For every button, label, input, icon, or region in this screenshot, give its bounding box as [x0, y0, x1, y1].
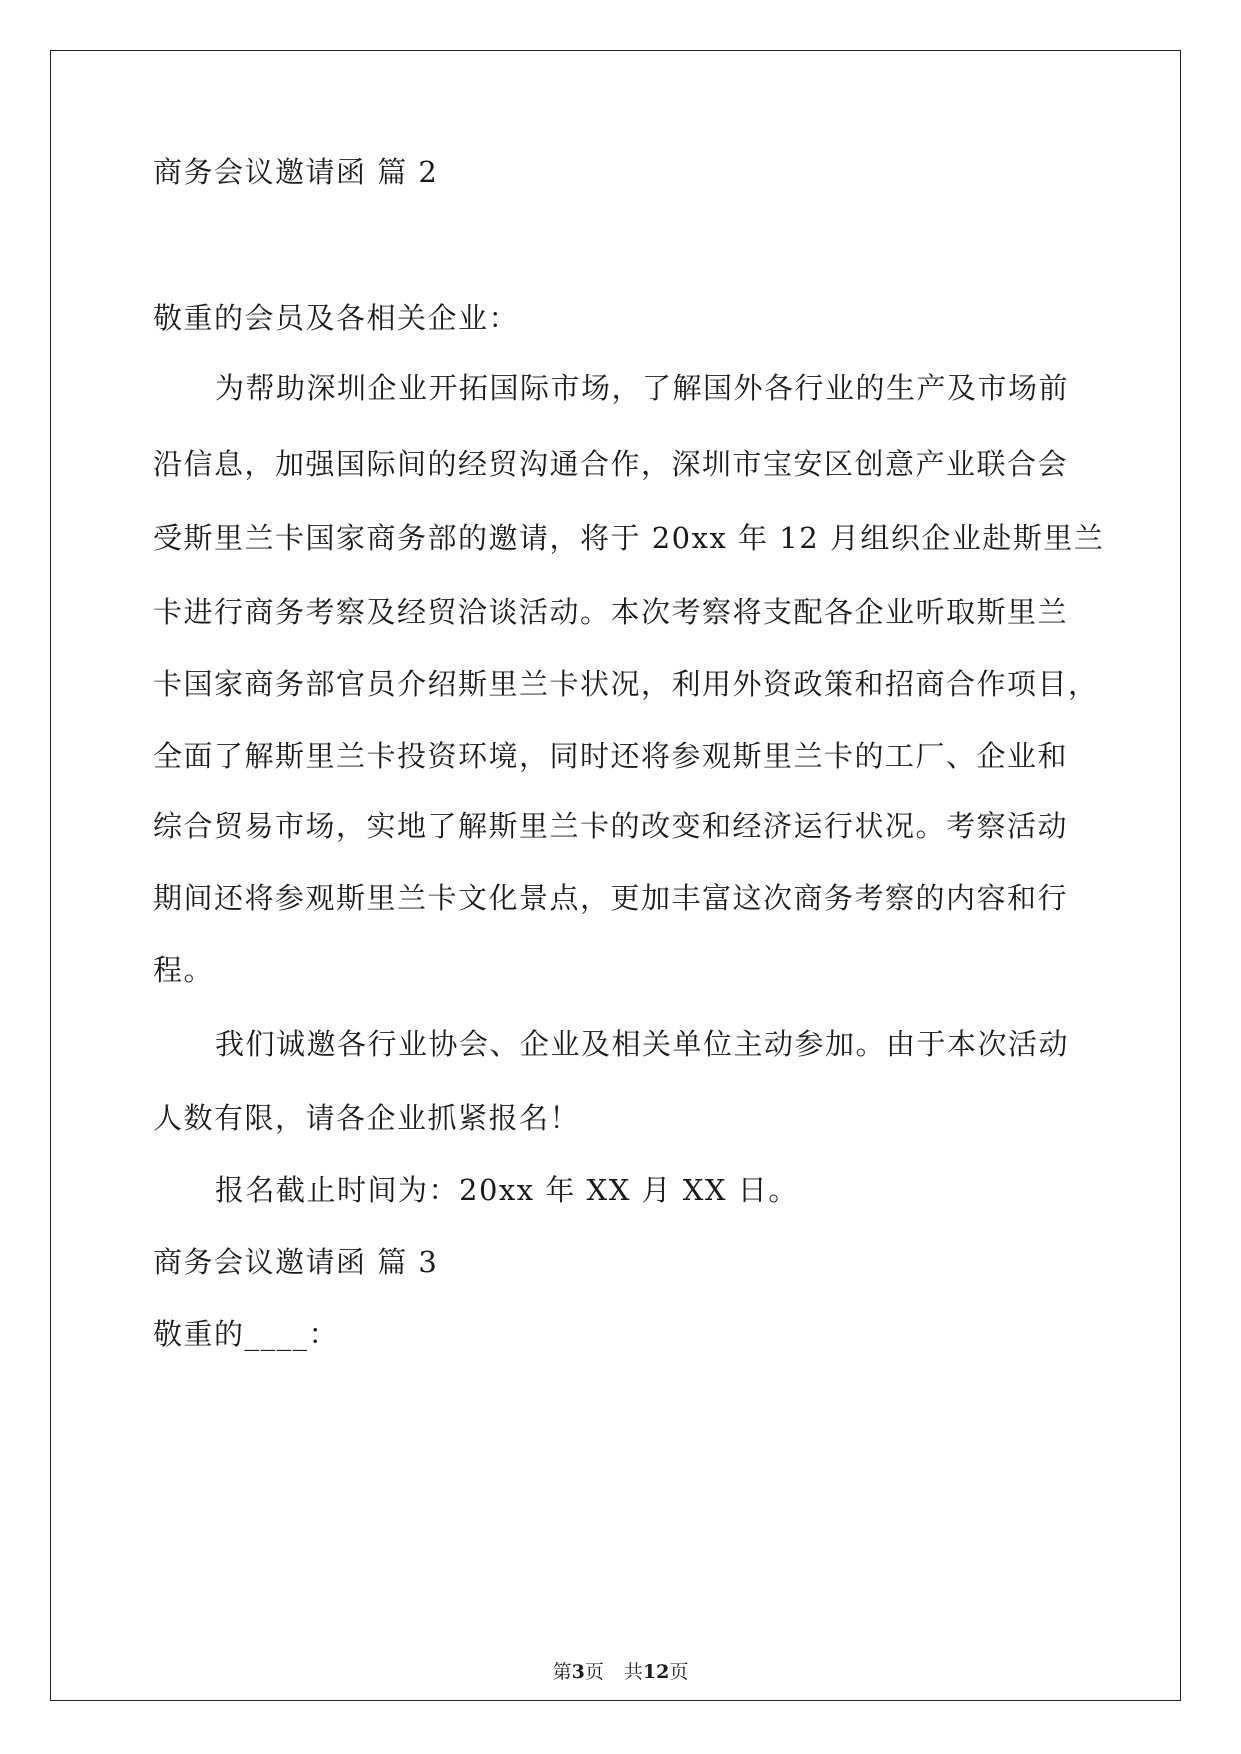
salutation: 敬重的会员及各相关企业：: [153, 301, 520, 335]
total-suffix: 页: [669, 1661, 689, 1683]
section-heading-3: 商务会议邀请函 篇 3: [153, 1245, 439, 1279]
paragraph-line: 为帮助深圳企业开拓国际市场，了解国外各行业的生产及市场前: [215, 371, 1070, 405]
page-total: 12: [642, 1661, 670, 1683]
paragraph-line: 程。: [153, 953, 215, 987]
paragraph-line: 我们诚邀各行业协会、企业及相关单位主动参加。由于本次活动: [215, 1027, 1070, 1061]
section-heading-2: 商务会议邀请函 篇 2: [153, 155, 439, 189]
paragraph-line: 人数有限，请各企业抓紧报名！: [153, 1101, 581, 1135]
page-prefix: 第: [552, 1661, 572, 1683]
paragraph-line: 受斯里兰卡国家商务部的邀请，将于 20xx 年 12 月组织企业赴斯里兰: [153, 521, 1105, 555]
paragraph-line: 卡国家商务部官员介绍斯里兰卡状况，利用外资政策和招商合作项目，: [153, 667, 1099, 701]
paragraph-line: 综合贸易市场，实地了解斯里兰卡的改变和经济运行状况。考察活动: [153, 809, 1069, 843]
deadline-line: 报名截止时间为：20xx 年 XX 月 XX 日。: [215, 1173, 799, 1207]
total-prefix: 共: [623, 1661, 643, 1683]
paragraph-line: 沿信息，加强国际间的经贸沟通合作，深圳市宝安区创意产业联合会: [153, 447, 1069, 481]
paragraph-line: 全面了解斯里兰卡投资环境，同时还将参观斯里兰卡的工厂、企业和: [153, 739, 1069, 773]
page-suffix: 页: [584, 1661, 604, 1683]
paragraph-line: 期间还将参观斯里兰卡文化景点，更加丰富这次商务考察的内容和行: [153, 881, 1069, 915]
paragraph-line: 卡进行商务考察及经贸洽谈活动。本次考察将支配各企业听取斯里兰: [153, 595, 1069, 629]
page-footer: [0, 1658, 1241, 1686]
page-current: 3: [571, 1661, 585, 1683]
salutation: 敬重的____：: [153, 1317, 340, 1351]
